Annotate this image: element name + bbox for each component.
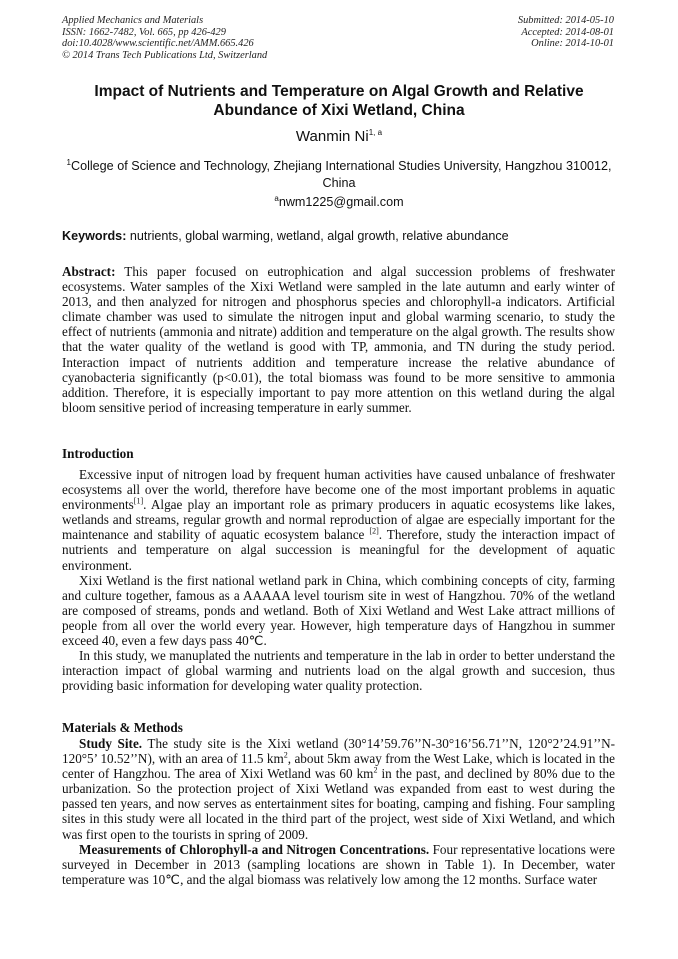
- keywords-label: Keywords:: [62, 229, 127, 243]
- affiliation-text: College of Science and Technology, Zhejiang International Studies University, Hangzhou 310012, China: [70, 159, 612, 190]
- introduction-body: [62, 467, 615, 693]
- author-sup: 1, a: [368, 128, 383, 137]
- km-squared-sup-2: 2: [373, 765, 378, 775]
- journal-header-right: [518, 15, 614, 50]
- email-sup: a: [274, 194, 279, 203]
- intro-paragraph-3: In this study, we manuplated the nutrients and temperature in the lab in order to better understand the interaction impact of global warming and nutrients load on the algal growth and succesion, thus providing basic information for developing water quality protection.: [62, 648, 615, 694]
- abstract-label: Abstract:: [62, 264, 116, 279]
- journal-header-left: [62, 15, 267, 61]
- methods-body: [62, 736, 615, 887]
- accepted-date: Accepted: 2014-08-01: [521, 26, 614, 38]
- submitted-date: Submitted: 2014-05-10: [517, 15, 614, 26]
- author-line: [62, 128, 616, 145]
- measurements-paragraph: Measurements of Chlorophyll-a and Nitrogen Concentrations. Four representative locations were surveyed in December in 2013 (sampling locations are shown in Table 1). In December, water temperature was 10℃, and the algal biomass was relatively low among the 12 months. Surface water: [62, 841, 615, 887]
- citation-1[interactable]: [1]: [133, 496, 144, 506]
- email-address[interactable]: nwm1225@gmail.com: [278, 195, 404, 210]
- email-line: [62, 194, 616, 209]
- issn-line: ISSN: 1662-7482, Vol. 665, pp 426-429: [62, 26, 226, 38]
- author-name: Wanmin Ni: [295, 128, 369, 145]
- affiliation: [62, 155, 616, 191]
- online-date: Online: 2014-10-01: [531, 38, 614, 50]
- keywords-text: nutrients, global warming, wetland, algal growth, relative abundance: [126, 229, 509, 243]
- copyright-line: © 2014 Trans Tech Publications Ltd, Switzerland: [62, 49, 268, 61]
- intro-paragraph-1: Excessive input of nitrogen load by frequent human activities have caused unbalance of freshwater ecosystems all over the world, therefore have become one of the most important problems in aquatic environments[1]. Algae play an important role as primary producers in aquatic ecosystems like lakes, wetlands and streams, regular growth and normal reproduction of algae are especially important for the maintenance and stability of aquatic ecosystem balance [2]. Therefore, study the interaction impact of nutrients and temperature on algal succession is meaningful for the development of aquatic environment.: [62, 467, 615, 573]
- paper-title: Impact of Nutrients and Temperature on Algal Growth and Relative Abundance of Xixi Wetland, China: [94, 83, 584, 119]
- citation-2[interactable]: [2]: [369, 526, 379, 536]
- study-site-paragraph: Study Site. The study site is the Xixi wetland (30°14’59.76’’N-30°16’56.71’’N, 120°2’24.91’’N-120°5’ 10.52’’N), with an area of 11.5 $km^2$, about 5km away from the West Lake, which is located in the center of Hangzhou. The area of Xixi Wetland was 60 $km^2$ in the past, and declined by 80% due to the urbanization. So the protection project of Xixi Wetland was expanded from east to west during the passed ten years, and now serves as entertainment sites for boating, camping and fishing. Four sampling sites in this study were all located in the third part of the project, west side of Xixi Wetland, and which was first open to the tourists in spring of 2009.: [62, 736, 615, 842]
- intro-paragraph-2: Xixi Wetland is the first national wetland park in China, which combining concepts of city, farming and culture together, famous as a AAAAA level tourism site in west of Hangzhou. 70% of the wetland are composed of streams, ponds and wetland. Both of Xixi Wetland and West Lake attract millions of people from all over the world every year. However, high temperature days of Hangzhou in summer exceed 40, even a few days pass 40℃.: [62, 572, 615, 649]
- abstract-text: This paper focused on eutrophication and algal succession problems of freshwater ecosystems. Water samples of the Xixi Wetland were sampled in the late autumn and early winter of 2013, and then analyzed for nitrogen and phosphorus species and chlorophyll-a indicators. Artificial climate chamber was used to simulate the nitrogen input and global warming scenario, to study the effect of nutrients (ammonia and nitrate) addition and temperature on the algal growth. The results show that the water quality of the wetland is good with TP, ammonia, and TN during the study period. Interaction impact of nutrients addition and temperature increase the relative abundance of cyanobacteria significantly (p<0.01), the total biomass was found to be more sensitive to ammonia addition. Therefore, it is especially important to pay more attention on this wetland during the algal bloom sensitive period of increasing temperature in early summer.: [62, 264, 615, 415]
- doi-line[interactable]: doi:10.4028/www.scientific.net/AMM.665.426: [62, 38, 254, 50]
- study-site-label: Study Site.: [79, 736, 143, 751]
- introduction-heading: Introduction: [62, 446, 134, 461]
- measurements-label: Measurements of Chlorophyll-a and Nitrogen Concentrations.: [79, 841, 430, 857]
- methods-heading: Materials & Methods: [62, 720, 183, 735]
- abstract: [62, 264, 615, 415]
- km-squared-sup: 2: [283, 750, 288, 760]
- keywords: [62, 229, 616, 243]
- journal-name: Applied Mechanics and Materials: [62, 15, 204, 26]
- affiliation-sup: 1: [66, 158, 71, 167]
